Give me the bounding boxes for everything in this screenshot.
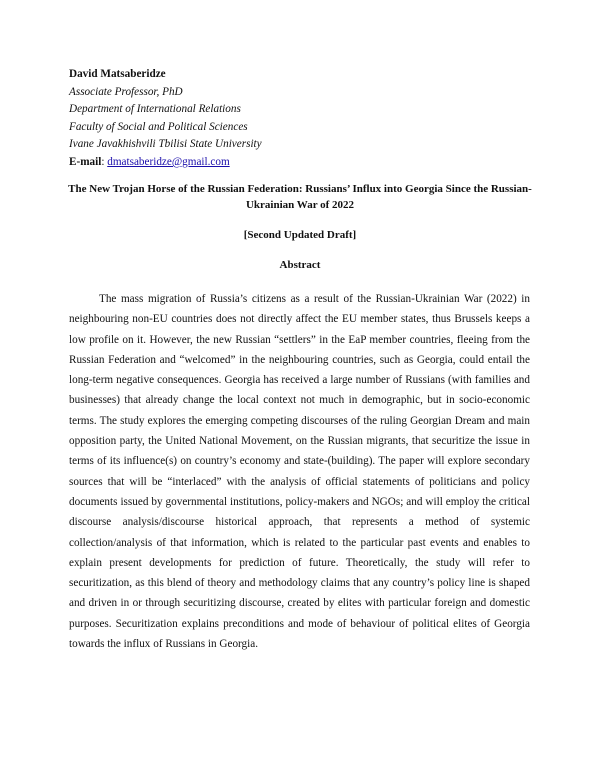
email-separator: :: [101, 155, 108, 168]
author-department: Department of International Relations: [69, 103, 241, 116]
email-link[interactable]: dmatsaberidze@gmail.com: [107, 155, 230, 168]
draft-label: [Second Updated Draft]: [243, 229, 357, 241]
author-email-line: [69, 154, 539, 172]
abstract-heading: Abstract: [279, 259, 321, 271]
author-block: [69, 66, 539, 172]
author-position: Associate Professor, PhD: [69, 85, 183, 98]
email-label: E-mail: [69, 155, 102, 168]
abstract-text: The mass migration of Russia’s citizens as a result of the Russian-Ukrainian War (2022) in neighbouring non-EU countries does not directly affect the EU member states, thus Brussels keeps a low profile on it. However, the new Russian “settlers” in the EaP member countries, fleeing from the Russian Federation and “welcomed” in the neighbouring countries, such as Georgia, could entail the long-term negative consequences. Georgia has received a large number of Russians (with families and businesses) that already change the local context not much in demographic, but in socio-economic terms. The study explores the emerging competing discourses of the ruling Georgian Dream and main opposition party, the United National Movement, on the Russian migrants, that securitize the issue in terms of its influence(s) on country’s economy and state-(building). The paper will explore secondary sources that will be “interlaced” with the analysis of official statements of politicians and policy documents issued by governmental institutions, policy-makers and NGOs; and will employ the critical discourse analysis/discourse historical approach, that represents a method of systemic collection/analysis of that information, which is related to the particular past events and enables to explain present developments for prediction of future. Theoretically, the study will refer to securitization, as this blend of theory and methodology claims that any country’s policy line is shaped and driven in or through securitizing discourse, created by elites with particular foreign and domestic purposes. Securitization explains preconditions and mode of behaviour of political elites of Georgia towards the influx of Russians in Georgia.: [69, 293, 530, 651]
author-faculty: Faculty of Social and Political Sciences: [69, 120, 248, 133]
author-name: David Matsaberidze: [69, 68, 166, 80]
paper-title: The New Trojan Horse of the Russian Federation: Russians’ Influx into Georgia Since the Russian-Ukrainian War of 2022: [68, 183, 532, 212]
author-university: Ivane Javakhishvili Tbilisi State University: [69, 138, 262, 151]
